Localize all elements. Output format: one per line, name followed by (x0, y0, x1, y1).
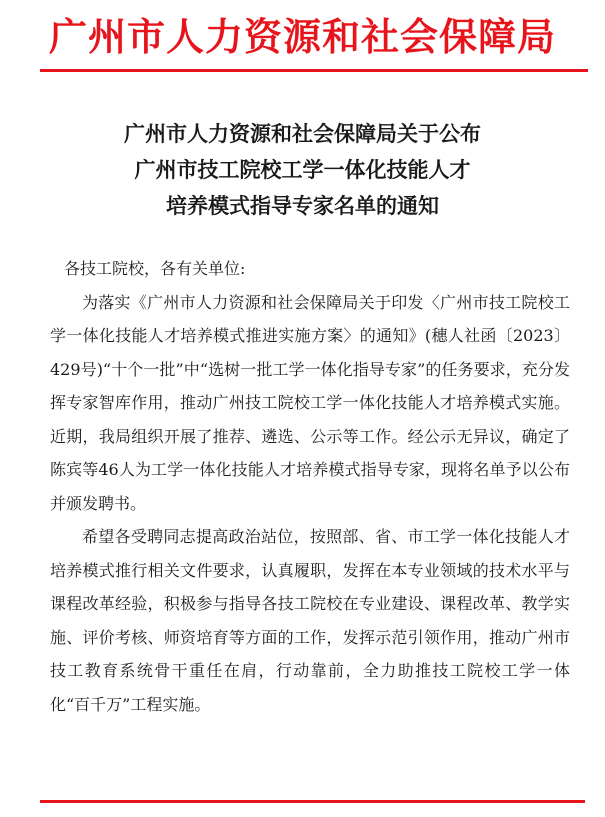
masthead-red-rule (40, 69, 588, 72)
title-line-2: 广州市技工院校工学一体化技能人才 (134, 157, 471, 182)
body-paragraph-1: 为落实《广州市人力资源和社会保障局关于印发〈广州市技工院校工学一体化技能人才培养模式推进实施方案〉的通知》(穗人社函〔2023〕429号)“十个一批”中“选树一批工学一体化指导专家”的任务要求，充分发挥专家智库作用，推动广州技工院校工学一体化技能人才培养模式实施。近期，我局组织开展了推荐、遴选、公示等工作。经公示无异议，确定了陈宾等46人为工学一体化技能人才培养模式指导专家，现将名单予以公布并颁发聘书。 (50, 292, 570, 513)
footer-red-rule (40, 800, 585, 803)
title-line-3: 培养模式指导专家名单的通知 (166, 193, 439, 218)
masthead-org-name: 广州市人力资源和社会保障局 (48, 14, 556, 59)
document-title (30, 116, 575, 224)
document-body (50, 252, 570, 721)
body-paragraph-2: 希望各受聘同志提高政治站位，按照部、省、市工学一体化技能人才培养模式推行相关文件要求，认真履职，发挥在本专业领域的技术水平与课程改革经验，积极参与指导各技工院校在专业建设、课程改革、教学实施、评价考核、师资培育等方面的工作，发挥示范引领作用，推动广州市技工教育系统骨干重任在肩，行动靠前，全力助推技工院校工学一体化“百千万”工程实施。 (50, 527, 570, 714)
salutation: 各技工院校，各有关单位: (64, 259, 246, 278)
title-line-1: 广州市人力资源和社会保障局关于公布 (124, 121, 481, 146)
